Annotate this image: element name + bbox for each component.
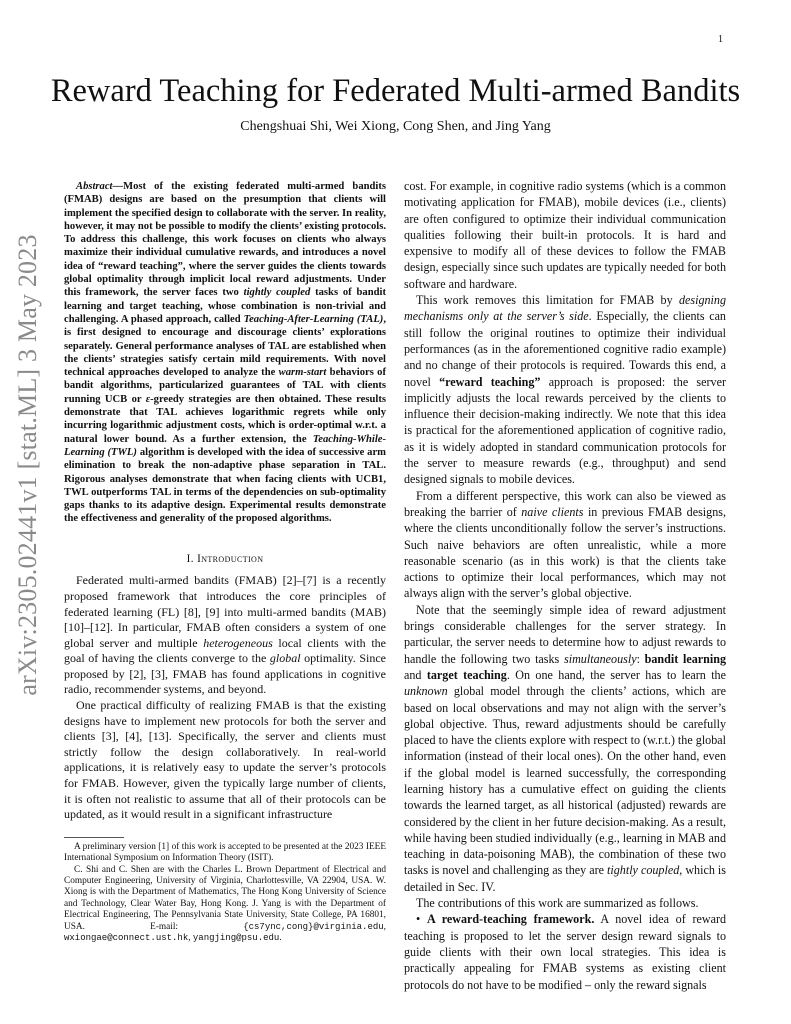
email-link[interactable]: {cs7ync,cong}@virginia.edu [243,921,384,932]
left-column [64,180,386,944]
right-paragraph-2: This work removes this limitation for FMAB by designing mechanisms only at the server’s side. Especially, the clients can still follow the original routines to optimize their individual performances (as in the aforementioned cognitive radio example) and no change of their protocols is required. Towards this end, a novel “reward teaching” approach is proposed: the server implicitly adjusts the local rewards perceived by the clients to influence their decision-making indirectly. We note that this idea is practical for the aforementioned application of cognitive radio, as it is widely adopted in standard communication protocols for the server to measure rewards (e.g., throughput) and send designed signals to mobile devices. [404,293,726,487]
right-column [404,178,726,993]
footnote-preliminary-version: A preliminary version [1] of this work is accepted to be presented at the 2023 IEEE International Symposium on Information Theory (ISIT). [64,841,386,864]
section-heading-introduction: I. Introduction [186,552,264,565]
arxiv-identifier-stamp: arXiv:2305.02441v1 [stat.ML] 3 May 2023 [13,234,42,696]
footnote-divider [64,837,124,838]
contribution-bullet: • A reward-teaching framework. A novel idea of reward teaching is proposed to let the server design reward signals to guide clients with their own local strategies. This idea is practically appealing for FMAB systems as existing client protocols do not have to be modified – only the reward signals [404,912,727,992]
paper-authors: Chengshuai Shi, Wei Xiong, Cong Shen, and Jing Yang [240,119,551,134]
right-paragraph-3: From a different perspective, this work can also be viewed as breaking the barrier of naive clients in previous FMAB designs, where the clients unconditionally follow the server’s instructions. Such naive behaviors are often unrealistic, while a more reasonable scenario (as in this work) is that the clients take actions to optimize their local performances, which may not always align with the server’s global objective. [404,488,726,601]
paper-title: Reward Teaching for Federated Multi-armed Bandits [50,73,741,109]
right-paragraph-4: Note that the seemingly simple idea of reward adjustment brings considerable challenges for the server strategy. In particular, the server needs to determine how to adjust rewards to handle the following two tasks simultaneously: bandit learning and target teaching. On one hand, the server has to learn the unknown global model through the clients’ actions, which are based on local observations and may not align with the server’s global objective. Thus, reward adjustments should be carefully placed to have the clients explore with respect to (w.r.t.) the global information (instead of their local ones). On the other hand, even if the global model is learned successfully, the corresponding learning history has a cumulative effect on guiding the clients towards the learned target, as all historical (adjusted) rewards are considered by the client in her future decision-making. As a result, while having been studied individually (e.g., learning in MAB and teaching in data-poisoning MAB), the combination of these two tasks is novel and challenging as they are tightly coupled, which is detailed in Sec. IV. [404,602,726,894]
abstract: Abstract—Most of the existing federated multi-armed bandits (FMAB) designs are based on the presumption that clients will implement the specified design to collaborate with the server. In reality, however, it may not be possible to modify the clients’ existing protocols. To address this challenge, this work focuses on clients who always maximize their individual cumulative rewards, and introduces a novel idea of “reward teaching”, where the server guides the clients towards global optimality through implicit local reward adjustments. Under this framework, the server faces two tightly coupled tasks of bandit learning and target teaching, whose combination is non-trivial and challenging. A phased approach, called Teaching-After-Learning (TAL), is first designed to encourage and discourage clients’ explorations separately. General performance analyses of TAL are established when the clients’ strategies satisfy certain mild requirements. With novel technical approaches developed to analyze the warm-start behaviors of bandit algorithms, particularized guarantees of TAL with clients running UCB or ε-greedy strategies are then obtained. These results demonstrate that TAL achieves logarithmic regrets while only incurring logarithmic adjustment costs, which is order-optimal w.r.t. a natural lower bound. As a further extension, the Teaching-While-Learning (TWL) algorithm is developed with the idea of successive arm elimination to break the non-adaptive phase separation in TAL. Rigorous analyses demonstrate that when facing clients with UCB1, TWL outperforms TAL in terms of the dependencies on sub-optimality gaps thanks to its adaptive design. Experimental results demonstrate the effectiveness and generality of the proposed algorithms. [64,181,386,525]
email-link[interactable]: yangjing@psu.edu [192,933,280,944]
email-link[interactable]: wxiongae@connect.ust.hk [64,933,189,944]
intro-paragraph-1: Federated multi-armed bandits (FMAB) [2]–[7] is a recently proposed framework that introduces the core principles of federated learning (FL) [8], [9] into multi-armed bandits (MAB) [10]–[12]. In particular, FMAB often considers a system of one global server and multiple heterogeneous local clients with the goal of having the clients converge to the global optimality. Since proposed by [2], [3], FMAB has found applications in cognitive radio, recommender systems, and beyond. [64,573,386,697]
right-paragraph-5: The contributions of this work are summarized as follows. [416,896,699,911]
right-paragraph-1: cost. For example, in cognitive radio systems (which is a common motivating application for FMAB), mobile devices (i.e., clients) are often configured to optimize their individual communication qualities following their built-in protocols. It is hard and expensive to modify all of these devices to follow the FMAB design, especially since such updates are typically needed for both software and hardware. [404,179,726,291]
page-number: 1 [718,34,723,45]
footnote-affiliations: C. Shi and C. Shen are with the Charles L. Brown Department of Electrical and Computer Engineering, University of Virginia, Charlottesville, VA 22904, USA. W. Xiong is with the Department of Mathematics, The Hong Kong University of Science and Technology, Clear Water Bay, Hong Kong. J. Yang is with the Department of Electrical Engineering, The Pennsylvania State University, State College, PA 16801, USA. E-mail: {cs7ync,cong}@virginia.edu, wxiongae@connect.ust.hk, yangjing@psu.edu. [64,864,386,944]
abstract-lead: Abstract [76,181,113,192]
intro-paragraph-2: One practical difficulty of realizing FMAB is that the existing designs have to implement new protocols for both the server and clients [3], [4], [13]. Specifically, the server and clients must strictly follow the design collaboratively. In real-world applications, it is relatively easy to update the server’s protocols for FMAB. However, given the typically large number of clients, it is often not realistic to assume that all of their protocols can be updated, as it would result in a significant infrastructure [64,698,386,822]
